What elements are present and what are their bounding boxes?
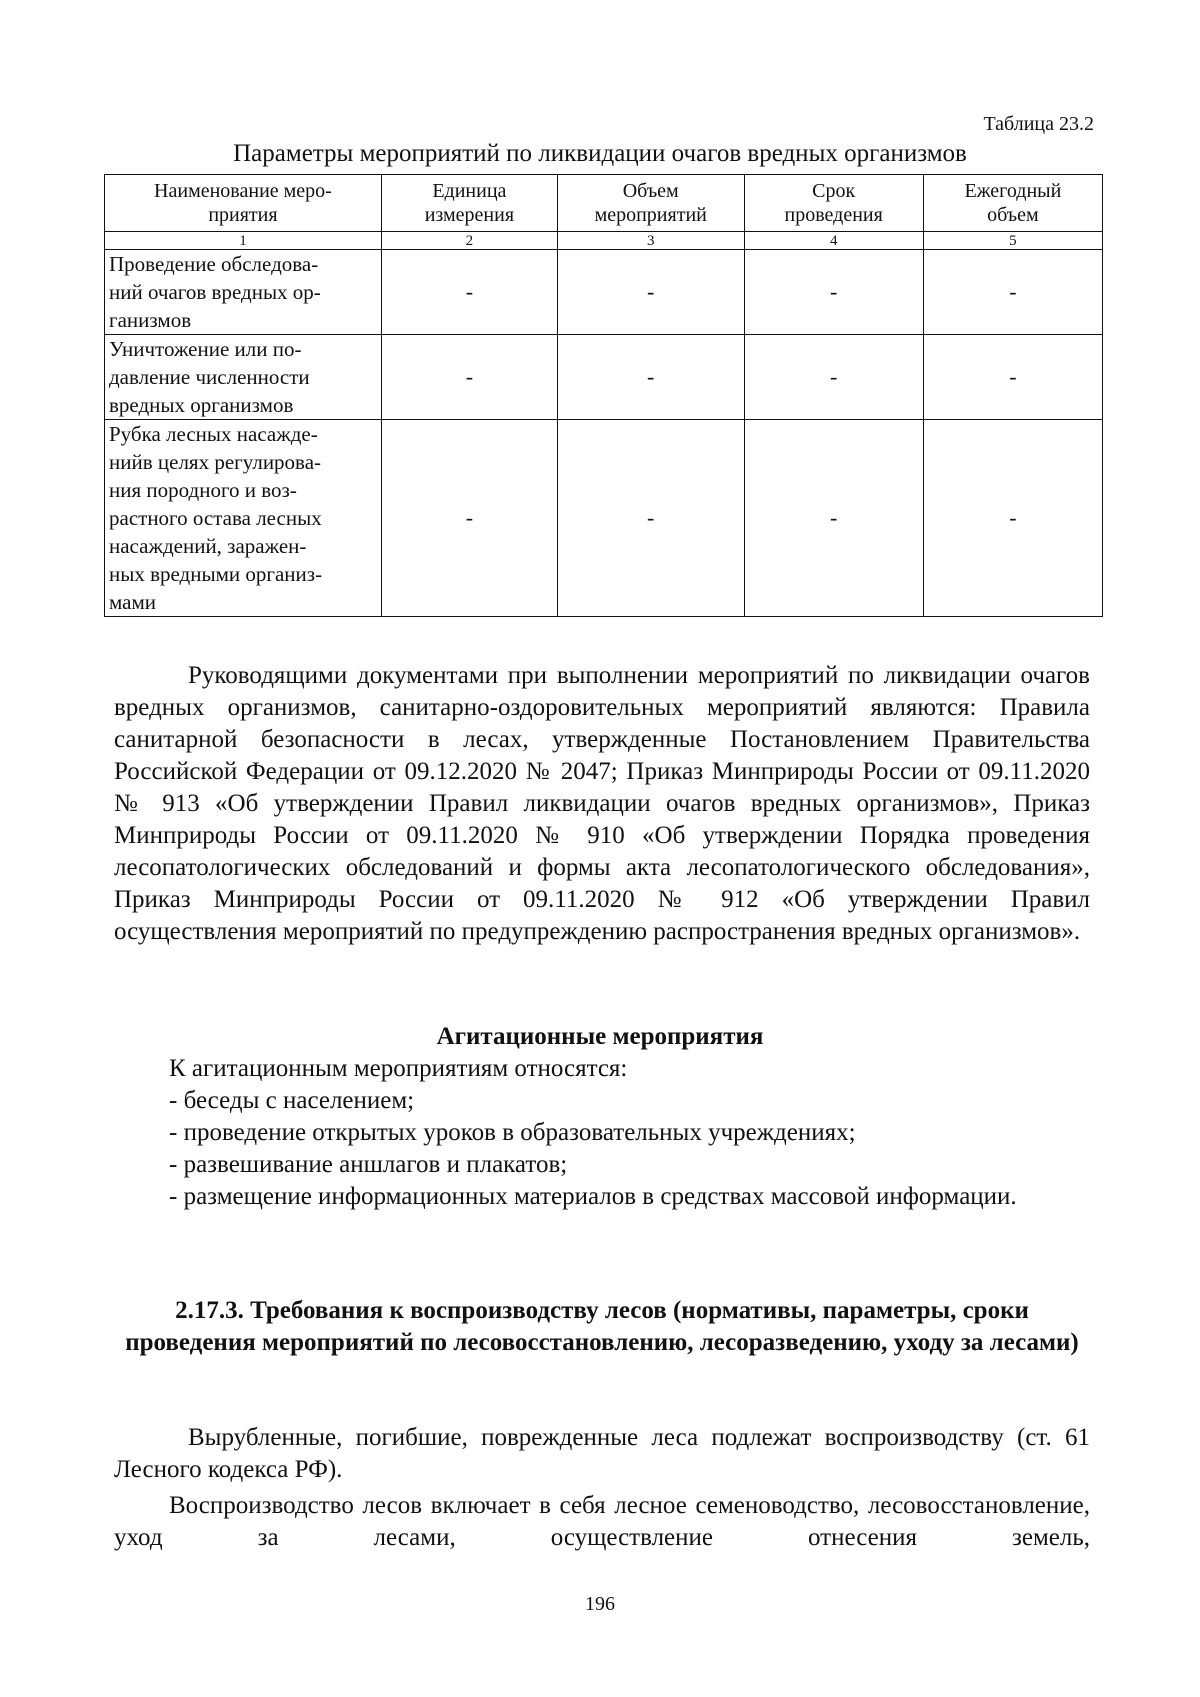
parameters-table: [104, 174, 1103, 617]
paragraph-reproduction: Вырубленные, погибшие, поврежденные леса подлежат воспроизводству (ст. 61 Лесного кодекса РФ).: [114, 1424, 1090, 1483]
table-cell: -: [557, 420, 744, 617]
page-number: 196: [585, 1593, 615, 1615]
header-cell: Единица измерения: [381, 175, 557, 232]
table-row: [105, 420, 1103, 617]
table-cell: -: [381, 420, 557, 617]
table-cell: -: [923, 250, 1102, 335]
list-item: - проведение открытых уроков в образовательных учреждениях;: [169, 1119, 856, 1146]
agitation-heading: Агитационные мероприятия: [436, 1023, 764, 1050]
table-cell: -: [744, 335, 923, 420]
list-item: - размещение информационных материалов в средствах массовой информации.: [169, 1183, 1017, 1210]
list-item: - развешивание аншлагов и плакатов;: [169, 1151, 568, 1178]
column-number: 2: [381, 232, 557, 250]
table-label: Таблица 23.2: [983, 113, 1094, 135]
paragraph-reproduction-includes: Воспроизводство лесов включает в себя лесное семеноводство, лесовосстановление, уход за лесами, осуществление отнесения земель,: [114, 1492, 1090, 1551]
column-number: 3: [557, 232, 744, 250]
header-cell: Срок проведения: [744, 175, 923, 232]
column-number: 4: [744, 232, 923, 250]
section-title: 2.17.3. Требования к воспроизводству лесов (нормативы, параметры, сроки проведения мероприятий по лесовосстановлению, лесоразведению, уходу за лесами): [125, 1297, 1079, 1356]
table-cell: -: [381, 250, 557, 335]
activity-name-cell: Рубка лесных насажде- нийв целях регулирова- ния породного и воз- растного остава лесных насаждений, заражен- ных вредными организ- мами: [105, 420, 382, 617]
list-item: - беседы с населением;: [169, 1087, 415, 1114]
list-intro: К агитационным мероприятиям относятся:: [169, 1055, 628, 1082]
table-cell: -: [923, 420, 1102, 617]
table-cell: -: [381, 335, 557, 420]
table-row: [105, 250, 1103, 335]
column-number: 5: [923, 232, 1102, 250]
paragraph-regulations: Руководящими документами при выполнении мероприятий по ликвидации очагов вредных организмов, санитарно-оздоровительных мероприятий являются: Правила санитарной безопасности в лесах, утвержденные Постановлением Правительства Российской Федерации от 09.12.2020 № 2047; Приказ Минприроды России от 09.11.2020 № 913 «Об утверждении Правил ликвидации очагов вредных организмов», Приказ Минприроды России от 09.11.2020 № 910 «Об утверждении Порядка проведения лесопатологических обследований и формы акта лесопатологического обследования», Приказ Минприроды России от 09.11.2020 № 912 «Об утверждении Правил осуществления мероприятий по предупреждению распространения вредных организмов».: [114, 662, 1090, 945]
header-cell: Ежегодный объем: [923, 175, 1102, 232]
agitation-list: [114, 1053, 1090, 1213]
column-number: 1: [105, 232, 382, 250]
activity-name-cell: Уничтожение или по- давление численности вредных организмов: [105, 335, 382, 420]
table-title: Параметры мероприятий по ликвидации очагов вредных организмов: [233, 140, 967, 167]
table-cell: -: [923, 335, 1102, 420]
table-cell: -: [744, 420, 923, 617]
header-cell: Наименование меро- приятия: [105, 175, 382, 232]
activity-name-cell: Проведение обследова- ний очагов вредных ор- ганизмов: [105, 250, 382, 335]
table-cell: -: [557, 335, 744, 420]
table-cell: -: [557, 250, 744, 335]
table-header-row: [105, 175, 1103, 232]
column-number-row: [105, 232, 1103, 250]
table-cell: -: [744, 250, 923, 335]
header-cell: Объем мероприятий: [557, 175, 744, 232]
table-row: [105, 335, 1103, 420]
